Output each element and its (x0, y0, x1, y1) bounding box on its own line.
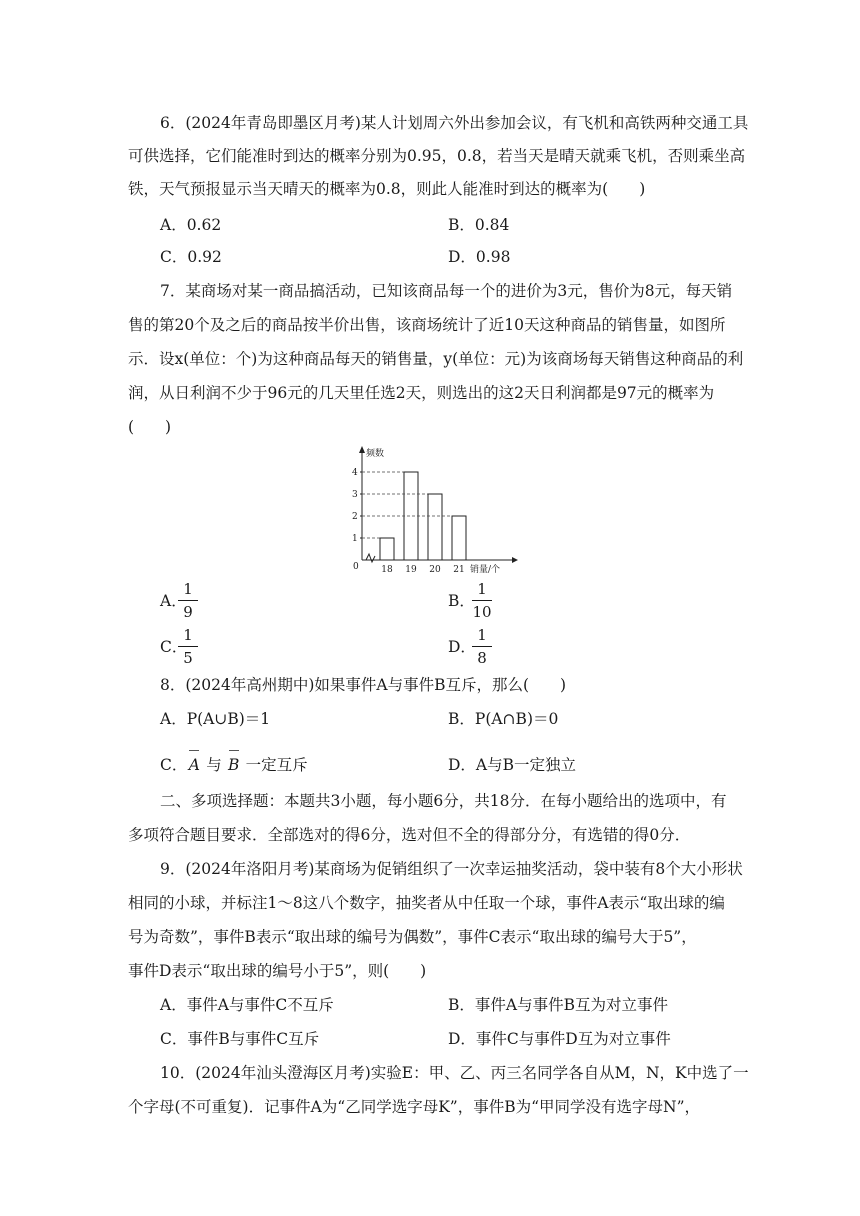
q7-line-1: 7．某商场对某一商品搞活动，已知该商品每一个的进价为3元，售价为8元，每天销 (160, 282, 733, 300)
y-tick-label: 2 (352, 512, 358, 522)
x-tick-label: 21 (453, 565, 465, 575)
q6-option-b: B．0.84 (448, 216, 510, 234)
a-complement (187, 754, 201, 776)
q10-line-2: 个字母(不可重复)．记事件A为“乙同学选字母K”，事件B为“甲同学没有选字母N”， (128, 1098, 701, 1116)
numerator: 1 (477, 626, 487, 644)
event-a: A (188, 756, 200, 774)
event-b: B (228, 756, 240, 774)
q7-line-3: 示．设x(单位：个)为这种商品每天的销售量，y(单位：元)为该商场每天销售这种商品的利 (128, 350, 744, 368)
q9-option-d: D．事件C与事件D互为对立事件 (448, 1030, 671, 1048)
section2-line-1: 二、多项选择题：本题共3小题，每小题6分，共18分．在每小题给出的选项中，有 (160, 792, 727, 810)
q9-line-1: 9．(2024年洛阳月考)某商场为促销组织了一次幸运抽奖活动，袋中装有8个大小形状 (160, 860, 743, 878)
q9-line-4: 事件D表示“取出球的编号小于5”，则( ) (128, 962, 427, 980)
q6-option-d: D．0.98 (448, 248, 511, 266)
q9-option-a: A．事件A与事件C不互斥 (160, 996, 334, 1014)
q7-line-2: 售的第20个及之后的商品按半价出售，该商场统计了近10天这种商品的销售量，如图所 (128, 316, 726, 334)
q9-option-b: B．事件A与事件B互为对立事件 (448, 996, 668, 1014)
q7-option-c-fraction (175, 626, 201, 667)
x-axis-label: 销量/个 (470, 565, 501, 575)
axis-break (366, 554, 375, 562)
sales-frequency-chart (340, 444, 520, 578)
bar (428, 494, 442, 560)
x-tick-label: 19 (405, 565, 417, 575)
bar (452, 516, 466, 560)
y-axis-arrow (359, 446, 365, 453)
q8-option-d: D．A与B一定独立 (448, 756, 577, 774)
numerator: 1 (183, 626, 193, 644)
q7-option-a-fraction (175, 580, 201, 621)
q6-line-1: 6．(2024年青岛即墨区月考)某人计划周六外出参加会议，有飞机和高铁两种交通工具 (160, 114, 749, 132)
and-word: 与 (201, 756, 227, 774)
q8-option-c (160, 754, 308, 776)
q9-line-3: 号为奇数”，事件B表示“取出球的编号为偶数”，事件C表示“取出球的编号大于5”， (128, 928, 697, 946)
q6-line-3: 铁，天气预报显示当天晴天的概率为0.8，则此人能准时到达的概率为( ) (128, 180, 646, 198)
section2-line-2: 多项符合题目要求．全部选对的得6分，选对但不全的得部分分，有选错的得0分． (128, 826, 691, 844)
q7-line-5: ( ) (128, 418, 172, 436)
numerator: 1 (477, 580, 487, 598)
numerator: 1 (183, 580, 193, 598)
bar (380, 538, 394, 560)
y-axis-label: 频数 (366, 449, 385, 459)
q7-line-4: 润，从日利润不少于96元的几天里任选2天，则选出的这2天日利润都是97元的概率为 (128, 384, 715, 402)
denominator: 9 (183, 603, 193, 621)
origin-label: 0 (353, 562, 359, 572)
y-tick-label: 1 (352, 534, 358, 544)
q6-line-2: 可供选择，它们能准时到达的概率分别为0.95，0.8，若当天是晴天就乘飞机，否则乘坐高 (128, 147, 746, 165)
option-letter: C． (160, 638, 188, 656)
q6-option-a: A．0.62 (160, 216, 222, 234)
b-complement (227, 754, 241, 776)
q10-line-1: 10．(2024年汕头澄海区月考)实验E：甲、乙、丙三名同学各自从M，N，K中选了一 (160, 1064, 749, 1082)
x-axis-arrow (512, 557, 518, 563)
q6-option-c: C．0.92 (160, 248, 222, 266)
q8-option-a: A．P(A∪B)＝1 (160, 710, 271, 728)
q8-option-b: B．P(A∩B)＝0 (448, 710, 559, 728)
bar (404, 472, 418, 560)
q9-line-2: 相同的小球，并标注1～8这八个数字，抽奖者从中任取一个球，事件A表示“取出球的编 (128, 894, 725, 912)
q7-option-d-fraction (469, 626, 495, 667)
q7-option-b-fraction (469, 580, 495, 621)
option-letter: A． (160, 592, 187, 610)
option-letter: C． (160, 756, 188, 774)
x-tick-label: 18 (381, 565, 393, 575)
denominator: 5 (183, 649, 193, 667)
tail-text: 一定互斥 (240, 756, 308, 774)
x-tick-label: 20 (429, 565, 441, 575)
y-tick-label: 4 (352, 468, 358, 478)
q9-option-c: C．事件B与事件C互斥 (160, 1030, 320, 1048)
option-letter: B． (448, 592, 475, 610)
q8-line-1: 8．(2024年高州期中)如果事件A与事件B互斥，那么( ) (160, 676, 567, 694)
option-letter: D． (448, 638, 476, 656)
denominator: 10 (472, 603, 492, 621)
denominator: 8 (477, 649, 487, 667)
y-tick-label: 3 (352, 490, 358, 500)
